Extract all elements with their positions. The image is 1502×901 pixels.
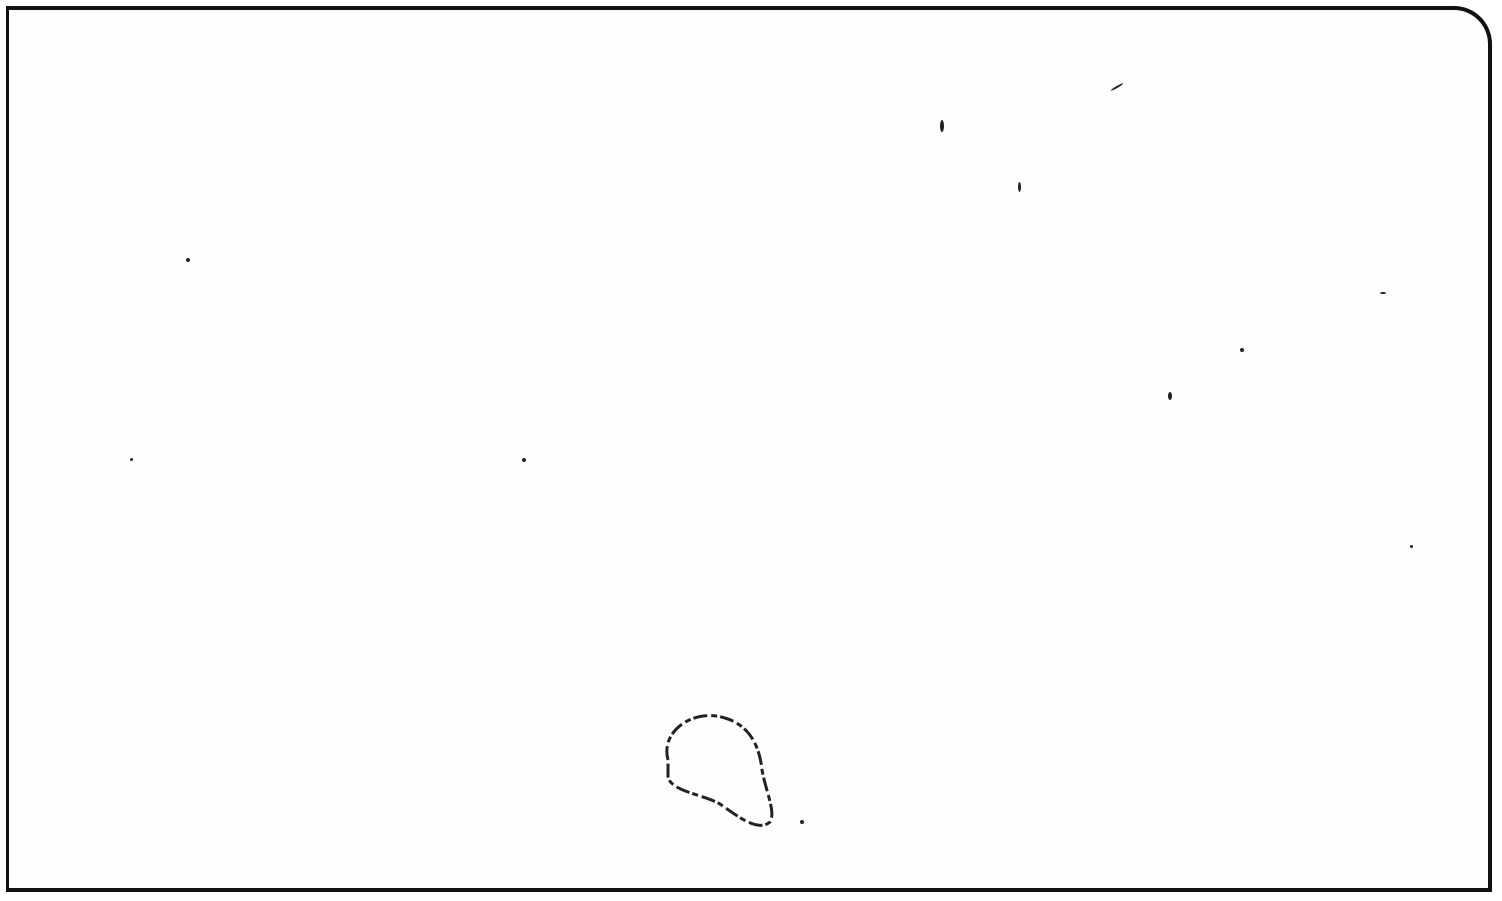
speck (1018, 182, 1021, 192)
speck (130, 458, 133, 461)
speck (186, 258, 190, 262)
speck (1380, 292, 1386, 294)
speck (1240, 348, 1244, 352)
subject-line-1 (280, 473, 340, 507)
speck (1168, 392, 1172, 400)
speck (1410, 545, 1413, 548)
speck (800, 820, 804, 824)
ink-stain-icon (640, 700, 790, 835)
speck (940, 120, 944, 132)
speck (522, 458, 526, 462)
title-line-2 (232, 245, 318, 283)
